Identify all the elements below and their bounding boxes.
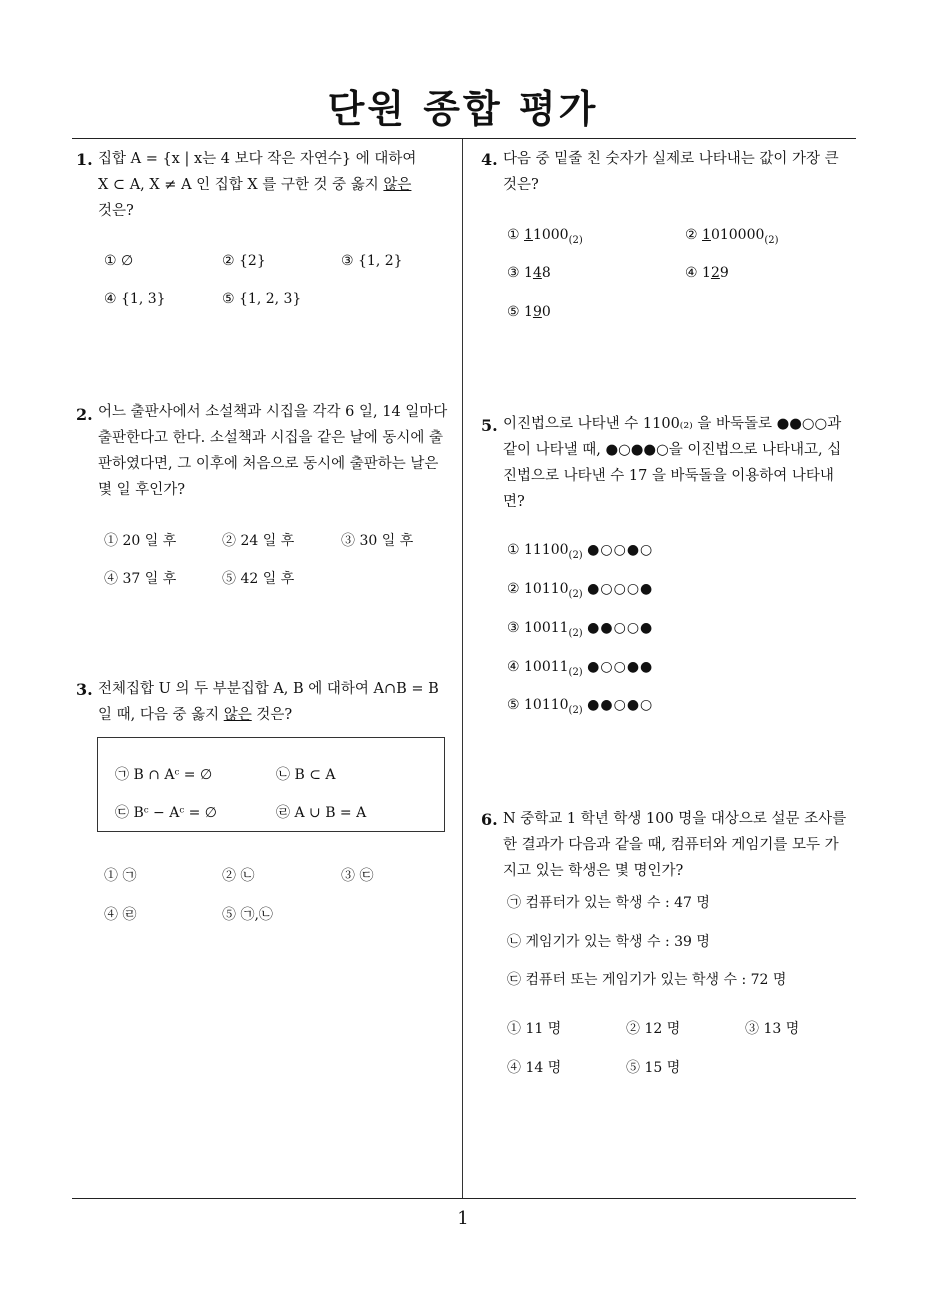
question-3-text <box>76 676 460 728</box>
q5-opt5-sub: (2) <box>568 704 583 716</box>
q4-opt5-marker: ⑤ <box>507 304 520 320</box>
q5-line-1: 이진법으로 나타낸 수 1100₍₂₎ 을 바둑돌로 ●●○○과 <box>503 416 842 432</box>
q1-option-5[interactable]: ⑤ {1, 2, 3} <box>222 291 302 307</box>
q3-option-2[interactable]: ② ㉡ <box>222 868 255 884</box>
q5-option-3[interactable] <box>507 620 653 639</box>
q2-line-1: 어느 출판사에서 소설책과 시집을 각각 6 일, 14 일마다 <box>98 404 448 420</box>
q4-opt2-sub: (2) <box>764 234 779 246</box>
q5-opt3-label: ③ 10011 <box>507 620 569 636</box>
q1-option-4[interactable]: ④ {1, 3} <box>104 291 166 307</box>
bottom-rule <box>72 1198 856 1199</box>
q5-line-2: 같이 나타낼 때, ●○●●○을 이진법으로 나타내고, 십 <box>503 442 842 458</box>
q5-line-3: 진법으로 나타낸 수 17 을 바둑돌을 이용하여 나타내 <box>503 468 834 484</box>
q3-option-1[interactable]: ① ㉠ <box>104 868 137 884</box>
q3-option-4[interactable]: ④ ㉣ <box>104 907 137 923</box>
q1-option-3[interactable]: ③ {1, 2} <box>341 253 403 269</box>
q4-opt4-rest: 9 <box>719 265 729 281</box>
q5-opt4-label: ④ 10011 <box>507 659 569 675</box>
q2-line-3: 판하였다면, 그 이후에 처음으로 동시에 출판하는 날은 <box>98 456 439 472</box>
question-6-number: 6. <box>481 810 498 829</box>
q4-opt5-pre: 1 <box>524 304 533 320</box>
q6-option-2[interactable]: ② 12 명 <box>626 1021 681 1037</box>
question-2-text <box>76 399 456 503</box>
q2-option-4[interactable]: ④ 37 일 후 <box>104 571 177 587</box>
page-title: 단원 종합 평가 <box>327 87 599 131</box>
q4-opt3-marker: ③ <box>507 265 520 281</box>
q3-option-3[interactable]: ③ ㉢ <box>341 868 374 884</box>
q2-option-1[interactable]: ① 20 일 후 <box>104 533 177 549</box>
q5-opt5-label: ⑤ 10110 <box>507 697 569 713</box>
q3-line-2-pre: 일 때, 다음 중 옳지 <box>98 707 220 723</box>
q3-underlined: 않은 <box>223 707 252 723</box>
question-4-text <box>481 146 861 198</box>
q1-line-2 <box>76 172 456 198</box>
q5-option-4[interactable] <box>507 659 653 678</box>
q4-option-1[interactable] <box>507 227 583 246</box>
q4-opt1-rest: 1000 <box>532 227 569 243</box>
q4-opt2-rest: 010000 <box>710 227 765 243</box>
q1-option-1[interactable]: ① ∅ <box>104 253 134 269</box>
q5-opt1-stones: ●○○●○ <box>587 542 654 558</box>
q6-item-3: ㉢ 컴퓨터 또는 게임기가 있는 학생 수 : 72 명 <box>507 972 787 988</box>
question-4-number: 4. <box>481 150 498 169</box>
q3-line-2 <box>76 702 460 728</box>
question-1-number: 1. <box>76 150 93 169</box>
q1-line-1: 집합 A = {x | x는 4 보다 작은 자연수} 에 대하여 <box>98 151 417 167</box>
q4-opt1-underlined: 1 <box>524 227 533 243</box>
q4-line-2: 것은? <box>503 177 539 193</box>
q6-line-1: N 중학교 1 학년 학생 100 명을 대상으로 설문 조사를 <box>503 811 847 827</box>
question-1-text <box>76 146 456 224</box>
q3-line-1: 전체집합 U 의 두 부분집합 A, B 에 대하여 A∩B = B <box>98 681 439 697</box>
q2-option-3[interactable]: ③ 30 일 후 <box>341 533 414 549</box>
q6-option-5[interactable]: ⑤ 15 명 <box>626 1060 681 1076</box>
top-rule <box>72 138 856 139</box>
q6-option-3[interactable]: ③ 13 명 <box>745 1021 800 1037</box>
q5-opt1-label: ① 11100 <box>507 542 569 558</box>
question-5-number: 5. <box>481 416 498 435</box>
q3-condition-2: ㉡ B ⊂ A <box>276 767 336 783</box>
question-5-text <box>481 411 861 515</box>
q4-opt2-marker: ② <box>685 227 698 243</box>
question-6-text <box>481 806 861 884</box>
q1-line-3: 것은? <box>98 203 134 219</box>
q6-line-3: 지고 있는 학생은 몇 명인가? <box>503 863 684 879</box>
question-2-number: 2. <box>76 405 93 424</box>
page-number: 1 <box>457 1208 469 1229</box>
q4-option-3[interactable] <box>507 265 551 281</box>
q5-opt3-sub: (2) <box>568 627 583 639</box>
q5-opt3-stones: ●●○○● <box>587 620 654 636</box>
q5-option-1[interactable] <box>507 542 653 561</box>
q6-option-4[interactable]: ④ 14 명 <box>507 1060 562 1076</box>
q6-line-2: 한 결과가 다음과 같을 때, 컴퓨터와 게임기를 모두 가 <box>503 837 839 853</box>
q4-opt3-pre: 1 <box>524 265 533 281</box>
q4-opt1-sub: (2) <box>568 234 583 246</box>
q4-option-5[interactable] <box>507 304 551 320</box>
q4-opt2-underlined: 1 <box>702 227 711 243</box>
question-3-number: 3. <box>76 680 93 699</box>
q1-underlined: 않은 <box>383 177 412 193</box>
column-divider <box>462 139 463 1199</box>
q3-line-2-post: 것은? <box>256 707 293 723</box>
q6-option-1[interactable]: ① 11 명 <box>507 1021 562 1037</box>
q5-opt5-stones: ●●○●○ <box>587 697 654 713</box>
q4-opt5-rest: 0 <box>541 304 551 320</box>
q4-opt4-underlined: 2 <box>710 265 720 281</box>
q5-opt1-sub: (2) <box>568 549 583 561</box>
q4-option-4[interactable] <box>685 265 729 281</box>
q1-line-2-text: X ⊂ A, X ≠ A 인 집합 X 를 구한 것 중 옳지 <box>98 177 379 193</box>
q6-item-1: ㉠ 컴퓨터가 있는 학생 수 : 47 명 <box>507 895 710 911</box>
q5-option-2[interactable] <box>507 581 653 600</box>
q5-opt2-sub: (2) <box>568 588 583 600</box>
q5-opt4-stones: ●○○●● <box>587 659 654 675</box>
q5-option-5[interactable] <box>507 697 653 716</box>
q5-opt2-label: ② 10110 <box>507 581 569 597</box>
q4-opt3-underlined: 4 <box>532 265 542 281</box>
q4-line-1: 다음 중 밑줄 친 숫자가 실제로 나타내는 값이 가장 큰 <box>503 151 839 167</box>
q4-opt1-marker: ① <box>507 227 520 243</box>
q3-condition-1: ㉠ B ∩ Aᶜ = ∅ <box>115 767 213 783</box>
q2-option-2[interactable]: ② 24 일 후 <box>222 533 295 549</box>
q2-option-5[interactable]: ⑤ 42 일 후 <box>222 571 295 587</box>
q2-line-4: 몇 일 후인가? <box>98 482 186 498</box>
q5-line-4: 면? <box>503 494 525 510</box>
q6-item-2: ㉡ 게임기가 있는 학생 수 : 39 명 <box>507 934 710 950</box>
q4-opt4-pre: 1 <box>702 265 711 281</box>
q4-opt4-marker: ④ <box>685 265 698 281</box>
q4-opt3-rest: 8 <box>541 265 551 281</box>
q1-option-2[interactable]: ② {2} <box>222 253 266 269</box>
q4-option-2[interactable] <box>685 227 779 246</box>
q5-opt4-sub: (2) <box>568 666 583 678</box>
q3-option-5[interactable]: ⑤ ㉠,㉡ <box>222 907 273 923</box>
q5-opt2-stones: ●○○○● <box>587 581 654 597</box>
q2-line-2: 출판한다고 한다. 소설책과 시집을 같은 날에 동시에 출 <box>98 430 444 446</box>
q3-condition-3: ㉢ Bᶜ − Aᶜ = ∅ <box>115 805 217 821</box>
q4-opt5-underlined: 9 <box>532 304 542 320</box>
q3-condition-4: ㉣ A ∪ B = A <box>276 805 367 821</box>
